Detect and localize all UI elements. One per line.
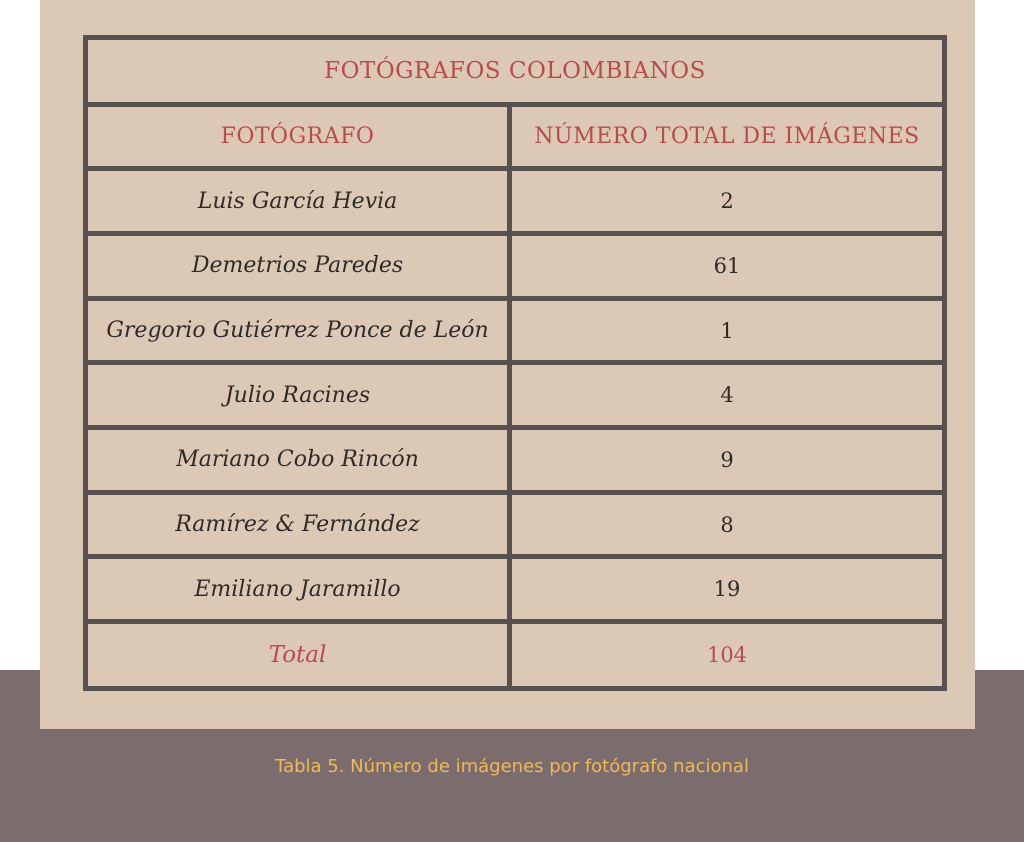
table-row bbox=[86, 492, 945, 557]
table-caption: Tabla 5. Número de imágenes por fotógrafo nacional bbox=[275, 756, 749, 777]
image-count: 19 bbox=[510, 557, 945, 622]
table-row bbox=[86, 234, 945, 299]
table-row bbox=[86, 557, 945, 622]
photographer-name: Julio Racines bbox=[86, 363, 510, 428]
header-photographer: FOTÓGRAFO bbox=[86, 104, 510, 169]
header-total-images: NÚMERO TOTAL DE IMÁGENES bbox=[510, 104, 945, 169]
table-row bbox=[86, 363, 945, 428]
table-row bbox=[86, 298, 945, 363]
image-count: 8 bbox=[510, 492, 945, 557]
image-count: 4 bbox=[510, 363, 945, 428]
photographers-table bbox=[83, 35, 947, 691]
photographers-table-wrapper bbox=[83, 35, 942, 691]
image-count: 9 bbox=[510, 428, 945, 493]
photographer-name: Demetrios Paredes bbox=[86, 234, 510, 299]
table-row bbox=[86, 428, 945, 493]
total-value: 104 bbox=[510, 622, 945, 689]
table-header-row bbox=[86, 104, 945, 169]
total-label: Total bbox=[86, 622, 510, 689]
table-row bbox=[86, 169, 945, 234]
table-total-row bbox=[86, 622, 945, 689]
table-title-row bbox=[86, 38, 945, 105]
table-title: FOTÓGRAFOS COLOMBIANOS bbox=[86, 38, 945, 105]
photographer-name: Ramírez & Fernández bbox=[86, 492, 510, 557]
photographer-name: Mariano Cobo Rincón bbox=[86, 428, 510, 493]
image-count: 61 bbox=[510, 234, 945, 299]
photographer-name: Gregorio Gutiérrez Ponce de León bbox=[86, 298, 510, 363]
photographer-name: Emiliano Jaramillo bbox=[86, 557, 510, 622]
image-count: 1 bbox=[510, 298, 945, 363]
image-count: 2 bbox=[510, 169, 945, 234]
photographer-name: Luis García Hevia bbox=[86, 169, 510, 234]
